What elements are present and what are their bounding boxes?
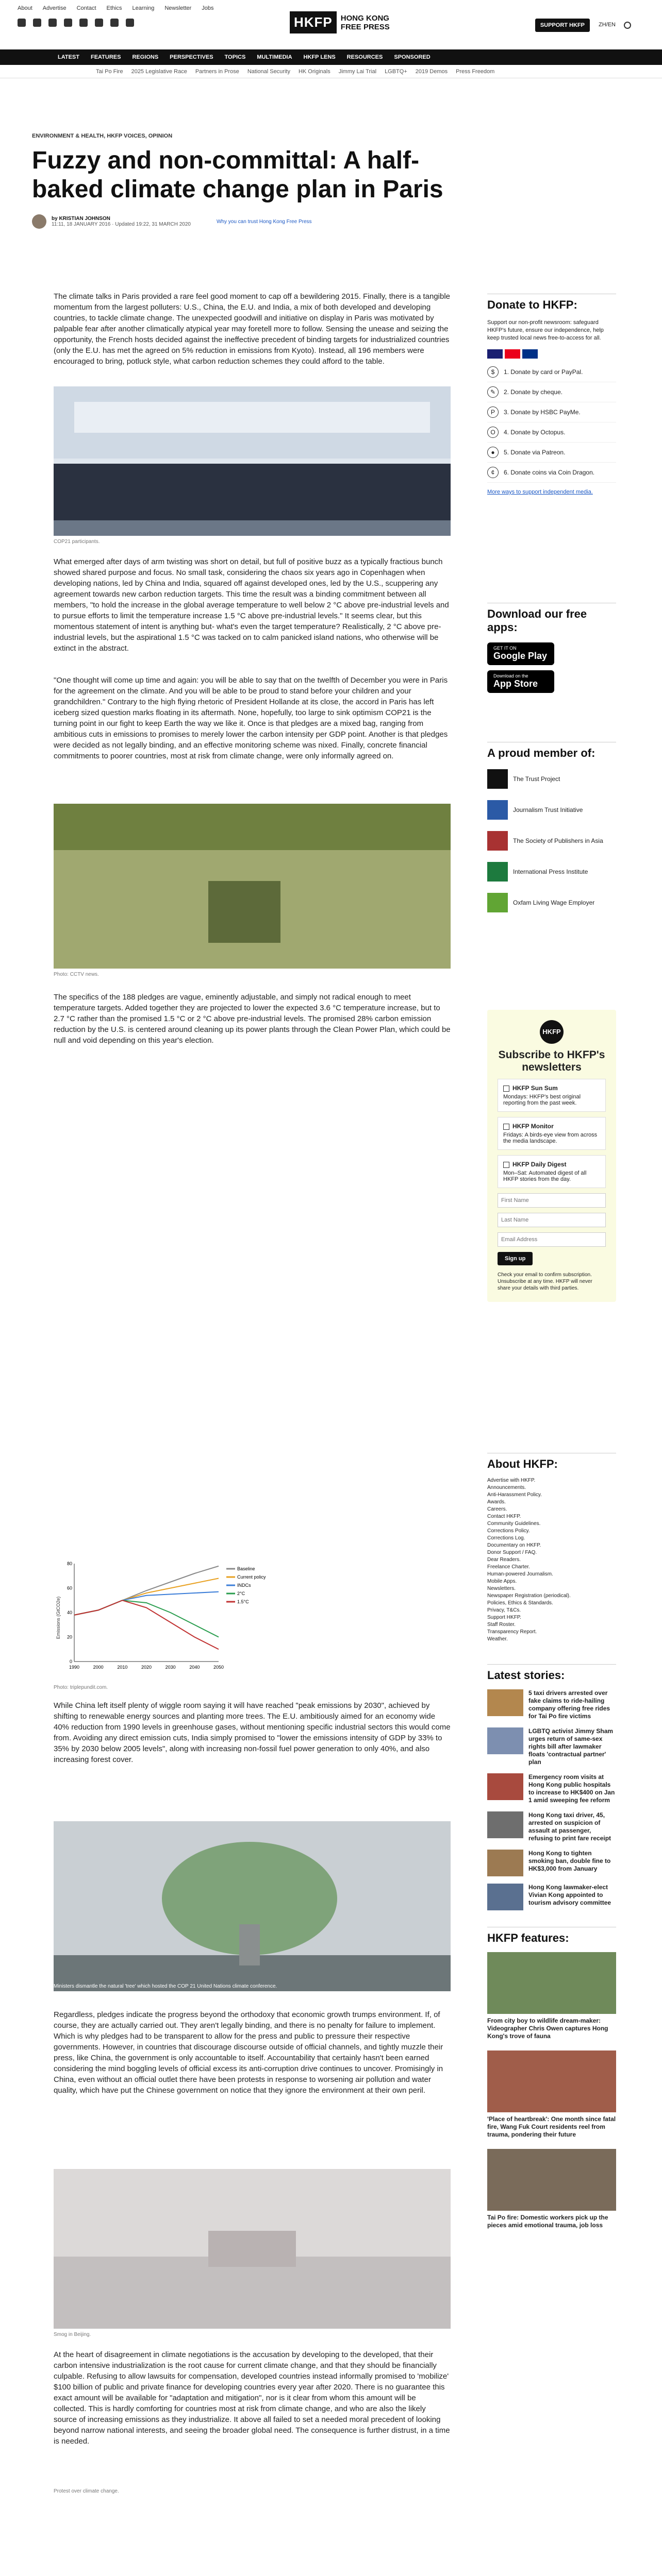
cheque-icon: ✎ — [487, 386, 499, 398]
author-avatar — [32, 214, 46, 229]
feature-photo — [487, 1952, 616, 2014]
newsletter-box — [487, 1010, 616, 1302]
tag-link[interactable]: HK Originals — [298, 68, 330, 75]
utility-link[interactable]: Learning — [132, 5, 155, 11]
hkfp-badge: HKFP — [540, 1020, 564, 1044]
story-thumbnail — [487, 1773, 523, 1800]
feature-title[interactable]: 'Place of heartbreak': One month since fatal fire, Wang Fuk Court residents reel from trauma, pondering their future — [487, 2115, 616, 2138]
x-tick-label: 2040 — [189, 1665, 200, 1670]
utility-link[interactable]: Newsletter — [164, 5, 192, 11]
language-toggle[interactable]: ZH/EN — [599, 22, 616, 28]
about-link[interactable]: Newsletters. — [487, 1586, 516, 1591]
utility-link[interactable]: Advertise — [42, 5, 67, 11]
latest-story[interactable] — [487, 1689, 616, 1720]
series-line — [74, 1600, 219, 1637]
nav-item[interactable]: HKFP LENS — [303, 54, 336, 60]
patreon-icon: ● — [487, 447, 499, 458]
tag-link[interactable]: Partners in Prose — [195, 68, 239, 75]
about-link[interactable]: Privacy, T&Cs. — [487, 1607, 521, 1613]
about-link[interactable]: Careers. — [487, 1506, 507, 1512]
first-name-input[interactable] — [498, 1193, 606, 1208]
tag-link[interactable]: National Security — [247, 68, 290, 75]
about-link[interactable]: Policies, Ethics & Standards. — [487, 1600, 553, 1606]
photo-caption: Ministers dismantle the natural 'tree' which hosted the COP 21 United Nations climate conference. — [54, 1984, 277, 1989]
nav-item[interactable]: TOPICS — [224, 54, 246, 60]
photo-caption: Smog in Beijing. — [54, 2332, 91, 2337]
paragraph: While China left itself plenty of wiggle room saying it will have reached "peak emissions by 2030", achieved by shifting to renewable energy sources and planting more trees. The E.U. ambitiously aimed for an economy wide 40% reduction from 1990 levels in greenhouse gases, without mentioning specific industrial sectors this would come from. Avoiding any direct emission cuts, India simply promised to "lower the emissions intensity of GDP by 33% to 35% by 2030 below 2005 levels", along with increasing non-fossil fuel power generation to only 40%, and also increasing forest cover. — [54, 1701, 451, 1764]
tag-link[interactable]: 2025 Legislative Race — [131, 68, 187, 75]
about-link[interactable]: Documentary on HKFP. — [487, 1543, 541, 1548]
x-icon[interactable] — [33, 19, 41, 27]
newsletter-option[interactable]: HKFP Daily Digest Mon–Sat: Automated digest of all HKFP stories from the day. — [498, 1155, 606, 1188]
checkbox[interactable] — [503, 1086, 509, 1092]
legend-label: Current policy — [237, 1574, 266, 1580]
smog-photo — [54, 2169, 451, 2329]
member-sopa[interactable]: The Society of Publishers in Asia — [487, 831, 616, 851]
payme-icon: P — [487, 406, 499, 418]
story-thumbnail — [487, 1811, 523, 1838]
utility-link[interactable]: About — [18, 5, 32, 11]
trust-link[interactable]: Why you can trust Hong Kong Free Press — [216, 218, 312, 225]
story-thumbnail — [487, 1727, 523, 1754]
paragraph: "One thought will come up time and again: you will be able to say that on the twelfth of December you were in Paris for the agreement on the climate. And you will be able to be proud to stand before your children and your grandchildren." Contrary to the high flying rhetoric of President Hollande at its close, the accord in Paris has left iceberg sized question marks floating in its aftermath. None, hopefully, too large to sink optimism COP21 is the turning point in our fight to keep Earth the way we like it. Once is that pledges are a mixed bag, ranging from ambitious cuts in emissions to promises to merely lower the carbon intensity per GDP point. Another is that pledges were decided as not legally binding, and an effective monitoring scheme was nixed. Finally, concrete financial commitments to poorer countries, most at risk from climate change, were only informally agreed on. — [54, 676, 448, 760]
story-title[interactable]: Hong Kong taxi driver, 45, arrested on suspicion of assault at passenger, refusing to print fare receipt — [528, 1811, 611, 1842]
story-title[interactable]: Hong Kong to tighten smoking ban, double fine to HK$3,000 from January — [528, 1850, 611, 1872]
y-tick-label: 0 — [69, 1659, 72, 1664]
latest-story[interactable] — [487, 1850, 616, 1876]
telegram-icon[interactable] — [110, 19, 119, 27]
feature-story[interactable] — [487, 2050, 616, 2139]
checkbox[interactable] — [503, 1162, 509, 1168]
legend-label: INDCs — [237, 1583, 251, 1588]
utility-link[interactable]: Contact — [76, 5, 96, 11]
member-ipi[interactable]: International Press Institute — [487, 862, 616, 882]
donate-option[interactable]: $ 1. Donate by card or PayPal. — [487, 362, 616, 382]
about-link[interactable]: Donor Support / FAQ. — [487, 1550, 537, 1555]
utility-link[interactable]: Jobs — [202, 5, 214, 11]
support-button[interactable]: SUPPORT HKFP — [535, 19, 590, 32]
feature-story[interactable] — [487, 2149, 616, 2229]
member-jti[interactable]: Journalism Trust Initiative — [487, 800, 616, 820]
about-link[interactable]: Mobile Apps. — [487, 1579, 517, 1584]
emissions-chart — [54, 1553, 280, 1682]
cop21-tree-photo — [54, 1821, 451, 1991]
features-section — [487, 1927, 616, 2240]
nav-item[interactable]: FEATURES — [90, 54, 121, 60]
latest-story[interactable] — [487, 1773, 616, 1804]
tag-link[interactable]: Tai Po Fire — [96, 68, 123, 75]
story-title[interactable]: LGBTQ activist Jimmy Sham urges return of same-sex rights bill after lawmaker floats 'contractual partner' plan — [528, 1727, 614, 1766]
nav-item[interactable]: MULTIMEDIA — [257, 54, 292, 60]
trust-project-logo — [487, 769, 508, 789]
y-tick-label: 40 — [67, 1610, 72, 1615]
donate-option[interactable]: ¢ 6. Donate coins via Coin Dragon. — [487, 463, 616, 483]
about-link[interactable]: Support HKFP. — [487, 1615, 521, 1620]
about-link[interactable]: Corrections Log. — [487, 1535, 525, 1541]
jti-logo — [487, 800, 508, 820]
nav-item[interactable]: REGIONS — [132, 54, 159, 60]
top-bar — [0, 0, 662, 49]
author-name[interactable]: by KRISTIAN JOHNSON — [52, 216, 110, 222]
youtube-icon[interactable] — [79, 19, 88, 27]
about-link[interactable]: Freelance Charter. — [487, 1564, 530, 1570]
member-title: A proud member of: — [487, 742, 616, 760]
series-line — [74, 1579, 219, 1615]
paragraph: The climate talks in Paris provided a rare feel good moment to cap off a bewildering 2015. Finally, there is a tangible momentum from the largest polluters: U.S., China, the E.U. and India, a mix of both developed and developing countries, to tackle climate change. The unexpected goodwill and initiative on display in Paris was motivated by palpable fear after another climatically atypical year may foretell more to follow. Sensing the unease and seizing the opportunity, the French hosts decided against the ineffective precedent of binding targets for industrialized countries (only the E.U. has met the agreed on 5% reduction in emissions from Kyoto). Instead, all 196 members were encouraged to bring, potluck style, what carbon reduction schemes they could afford to the table. — [54, 292, 451, 366]
about-link[interactable]: Announcements. — [487, 1485, 526, 1490]
about-section — [487, 1453, 616, 1643]
apps-title: Download our free apps: — [487, 603, 616, 634]
member-trust-project[interactable]: The Trust Project — [487, 769, 616, 789]
feature-title[interactable]: Tai Po fire: Domestic workers pick up the pieces amid emotional trauma, job loss — [487, 2214, 608, 2229]
card-logos — [487, 349, 549, 360]
latest-story[interactable] — [487, 1811, 616, 1842]
octopus-icon: O — [487, 427, 499, 438]
article-category[interactable]: ENVIRONMENT & HEALTH, HKFP VOICES, OPINION — [32, 133, 173, 139]
email-input[interactable] — [498, 1232, 606, 1247]
paragraph: Regardless, pledges indicate the progress beyond the orthodoxy that economic growth trumps environment. If, of course, they are actually carried out. They aren't legally binding, and there is no penalty for failure to implement. Which is why pledges had to be transparent to allow for the press and public to pressure their respective governments. However, in countries that discourage discourse outside of official channels, and tightly muzzle their press, like China, the government is only accountable to itself. Accountability that certainly hasn't been earned considering the mind boggling levels of official excess its anti-corruption drive continues to uncover. Promisingly in China, even without an official outlet there have been protests in response to worsening air pollution and water quality, which have put the Chinese government on notice that they ignore the environment at their own peril. — [54, 2010, 443, 2095]
donate-option[interactable]: P 3. Donate by HSBC PayMe. — [487, 402, 616, 422]
paragraph: The specifics of the 188 pledges are vague, eminently adjustable, and simply not radical enough to meet temperature targets. Added together they are projected to lower the expected 3.6 °C temperature increase, but to 2.7 °C rather than the promised 1.5 °C or 2 °C above pre-industrial levels. The promised 28% carbon emission reduction by the U.S. is centered around cleaning up its power plants through the Clean Power Plan, which could be null and void depending on this year's election. — [54, 993, 451, 1045]
series-line — [74, 1600, 219, 1649]
photo-caption: COP21 participants. — [54, 539, 100, 545]
legend-label: 2°C — [237, 1591, 245, 1596]
paragraph: What emerged after days of arm twisting was short on detail, but full of positive buzz as a typically fractious bunch showed shared purpose and focus. No small task, considering the chaos six years ago in Copenhagen when developing nations, led by China and India, squared off against developed ones, led by the U.S., scuppering any agreement towards new carbon reduction targets. This time the result was a binding commitment between all members, "to hold the increase in the global average temperature to well below 2 °C above pre-industrial levels and to pursue efforts to limit the temperature increase 1.5 °C above pre-industrial levels." It seems clear, but this momentous statement of intent is anything but- what's even the target temperature? Realistically, 2 °C above pre-industrial levels, but the aspirational 1.5 °C was tacked on to calm panicked island nations, who otherwise will be extinct in the abstract. — [54, 557, 449, 653]
about-link[interactable]: Weather. — [487, 1636, 508, 1642]
byline — [32, 214, 444, 229]
photo-caption: Photo: CCTV news. — [54, 972, 99, 977]
article-date: 11:11, 18 JANUARY 2016 · Updated 19:22, 31 MARCH 2020 — [52, 222, 191, 227]
card-icon: $ — [487, 366, 499, 378]
series-line — [74, 1592, 219, 1615]
about-link[interactable]: Contact HKFP. — [487, 1514, 521, 1519]
y-tick-label: 60 — [67, 1585, 72, 1591]
y-tick-label: 20 — [67, 1634, 72, 1640]
nav-item[interactable]: PERSPECTIVES — [170, 54, 213, 60]
newsletter-option[interactable]: HKFP Sun Sum Mondays: HKFP's best original reporting from the past week. — [498, 1079, 606, 1112]
story-thumbnail — [487, 1884, 523, 1910]
donate-title: Donate to HKFP: — [487, 294, 616, 312]
latest-story[interactable] — [487, 1884, 616, 1910]
logo-mark: HKFP — [290, 11, 337, 33]
story-thumbnail — [487, 1689, 523, 1716]
x-tick-label: 2000 — [93, 1665, 104, 1670]
about-link[interactable]: Dear Readers. — [487, 1557, 521, 1563]
utility-links — [18, 5, 214, 11]
about-list — [487, 1477, 616, 1643]
chart-caption: Photo: triplepundit.com. — [54, 1685, 108, 1690]
feature-title[interactable]: From city boy to wildlife dream-maker: Videographer Chris Owen captures Hong Kong's trove of fauna — [487, 2017, 608, 2040]
utility-link[interactable]: Ethics — [106, 5, 122, 11]
donate-text: Support our non-profit newsroom: safeguard HKFP's future, ensure our independence, help keep trusted local news free-to-access for all. — [487, 319, 604, 341]
about-link[interactable]: Corrections Policy. — [487, 1528, 530, 1534]
about-link[interactable]: Newspaper Registration (periodical). — [487, 1593, 571, 1599]
instagram-icon[interactable] — [48, 19, 57, 27]
threads-icon[interactable] — [64, 19, 72, 27]
nav-item[interactable]: SPONSORED — [394, 54, 431, 60]
about-title: About HKFP: — [487, 1453, 616, 1471]
logo-text: HONG KONG FREE PRESS — [340, 13, 390, 31]
main-nav — [0, 49, 662, 65]
about-link[interactable]: Awards. — [487, 1499, 506, 1505]
about-link[interactable]: Human-powered Journalism. — [487, 1571, 553, 1577]
cop21-photo — [54, 386, 451, 536]
tag-link[interactable]: Jimmy Lai Trial — [338, 68, 377, 75]
trending-tags — [0, 65, 662, 78]
rss-icon[interactable] — [126, 19, 134, 27]
checkbox[interactable] — [503, 1124, 509, 1130]
tag-link[interactable]: 2019 Demos — [415, 68, 448, 75]
nav-item[interactable]: LATEST — [58, 54, 79, 60]
member-oxfam[interactable]: Oxfam Living Wage Employer — [487, 893, 616, 912]
legend-label: 1.5°C — [237, 1599, 249, 1604]
newsletter-option[interactable]: HKFP Monitor Fridays: A birds-eye view from across the media landscape. — [498, 1117, 606, 1150]
donate-option[interactable]: O 4. Donate by Octopus. — [487, 422, 616, 443]
features-list — [487, 1952, 616, 2229]
feature-story[interactable] — [487, 1952, 616, 2040]
features-title: HKFP features: — [487, 1927, 616, 1945]
facebook-icon[interactable] — [18, 19, 26, 27]
rice-field-photo — [54, 804, 451, 969]
app-store-button[interactable]: Download on the App Store — [487, 670, 554, 693]
sopa-logo — [487, 831, 508, 851]
latest-list — [487, 1689, 616, 1910]
more-ways-link[interactable]: More ways to support independent media. — [487, 489, 593, 495]
article-title: Fuzzy and non-committal: A half-baked climate change plan in Paris — [32, 147, 443, 203]
paragraph: At the heart of disagreement in climate negotiations is the accusation by developing to the developed, that their carbon intensive industrialization is the root cause for current climate change, and that they should be financially culpable. Refusing to allow lawsuits for compensation, developed countries instead informally promised to 'mobilize' $100 billion of public and private finance for developing countries every year after 2020. There is no guarantee this exact amount will be available for "adaptation and mitigation", nor is it clear from whom this amount will be collected. This is hardly comforting for countries most at risk from climate change, and who are also the likely source of increasing emissions as they industrialize. It above all failed to set a needed moral precedent of looking beyond narrow national interests, and seeing the broader global need. The consequence is further distrust, in a time is needed. — [54, 2350, 450, 2446]
apps-section — [487, 603, 616, 698]
latest-title: Latest stories: — [487, 1664, 616, 1682]
member-section — [487, 742, 616, 924]
about-link[interactable]: Transparency Report. — [487, 1629, 537, 1635]
y-axis-label: Emissions (GtCO2e) — [56, 1596, 61, 1639]
linkedin-icon[interactable] — [95, 19, 103, 27]
article-header — [32, 133, 444, 229]
latest-section — [487, 1664, 616, 1918]
nav-item[interactable]: RESOURCES — [346, 54, 383, 60]
x-tick-label: 2030 — [165, 1665, 176, 1670]
coin-icon: ¢ — [487, 467, 499, 478]
ipi-logo — [487, 862, 508, 882]
newsletter-title: Subscribe to HKFP's newsletters — [498, 1049, 605, 1073]
story-title[interactable]: Hong Kong lawmaker-elect Vivian Kong appointed to tourism advisory committee — [528, 1884, 611, 1906]
x-tick-label: 1990 — [69, 1665, 80, 1670]
newsletter-note: Check your email to confirm subscription. Unsubscribe at any time. HKFP will never share your details with third parties. — [498, 1272, 592, 1291]
social-icons — [18, 19, 134, 27]
site-logo[interactable] — [290, 11, 390, 33]
about-link[interactable]: Community Guidelines. — [487, 1521, 541, 1527]
tag-link[interactable]: Press Freedom — [456, 68, 495, 75]
feature-photo — [487, 2050, 616, 2112]
last-name-input[interactable] — [498, 1213, 606, 1227]
google-play-button[interactable]: GET IT ON Google Play — [487, 642, 554, 665]
donate-option[interactable]: ● 5. Donate via Patreon. — [487, 443, 616, 463]
about-link[interactable]: Anti-Harassment Policy. — [487, 1492, 542, 1498]
latest-story[interactable] — [487, 1727, 616, 1766]
signup-button[interactable]: Sign up — [498, 1252, 533, 1265]
legend-label: Baseline — [237, 1566, 255, 1571]
story-thumbnail — [487, 1850, 523, 1876]
donate-option[interactable]: ✎ 2. Donate by cheque. — [487, 382, 616, 402]
feature-photo — [487, 2149, 616, 2211]
about-link[interactable]: Staff Roster. — [487, 1622, 516, 1628]
oxfam-logo — [487, 893, 508, 912]
x-tick-label: 2050 — [213, 1665, 224, 1670]
donate-section — [487, 294, 616, 495]
about-link[interactable]: Advertise with HKFP. — [487, 1478, 536, 1483]
story-title[interactable]: Emergency room visits at Hong Kong public hospitals to increase to HK$400 on Jan 1 amid sweeping fee reform — [528, 1773, 615, 1804]
x-tick-label: 2010 — [117, 1665, 128, 1670]
story-title[interactable]: 5 taxi drivers arrested over fake claims to ride-hailing company offering free rides for Tai Po fire victims — [528, 1689, 610, 1720]
tag-link[interactable]: LGBTQ+ — [385, 68, 407, 75]
x-tick-label: 2020 — [141, 1665, 152, 1670]
y-tick-label: 80 — [67, 1561, 72, 1566]
search-icon[interactable] — [624, 22, 631, 29]
photo-caption: Protest over climate change. — [54, 2488, 119, 2494]
